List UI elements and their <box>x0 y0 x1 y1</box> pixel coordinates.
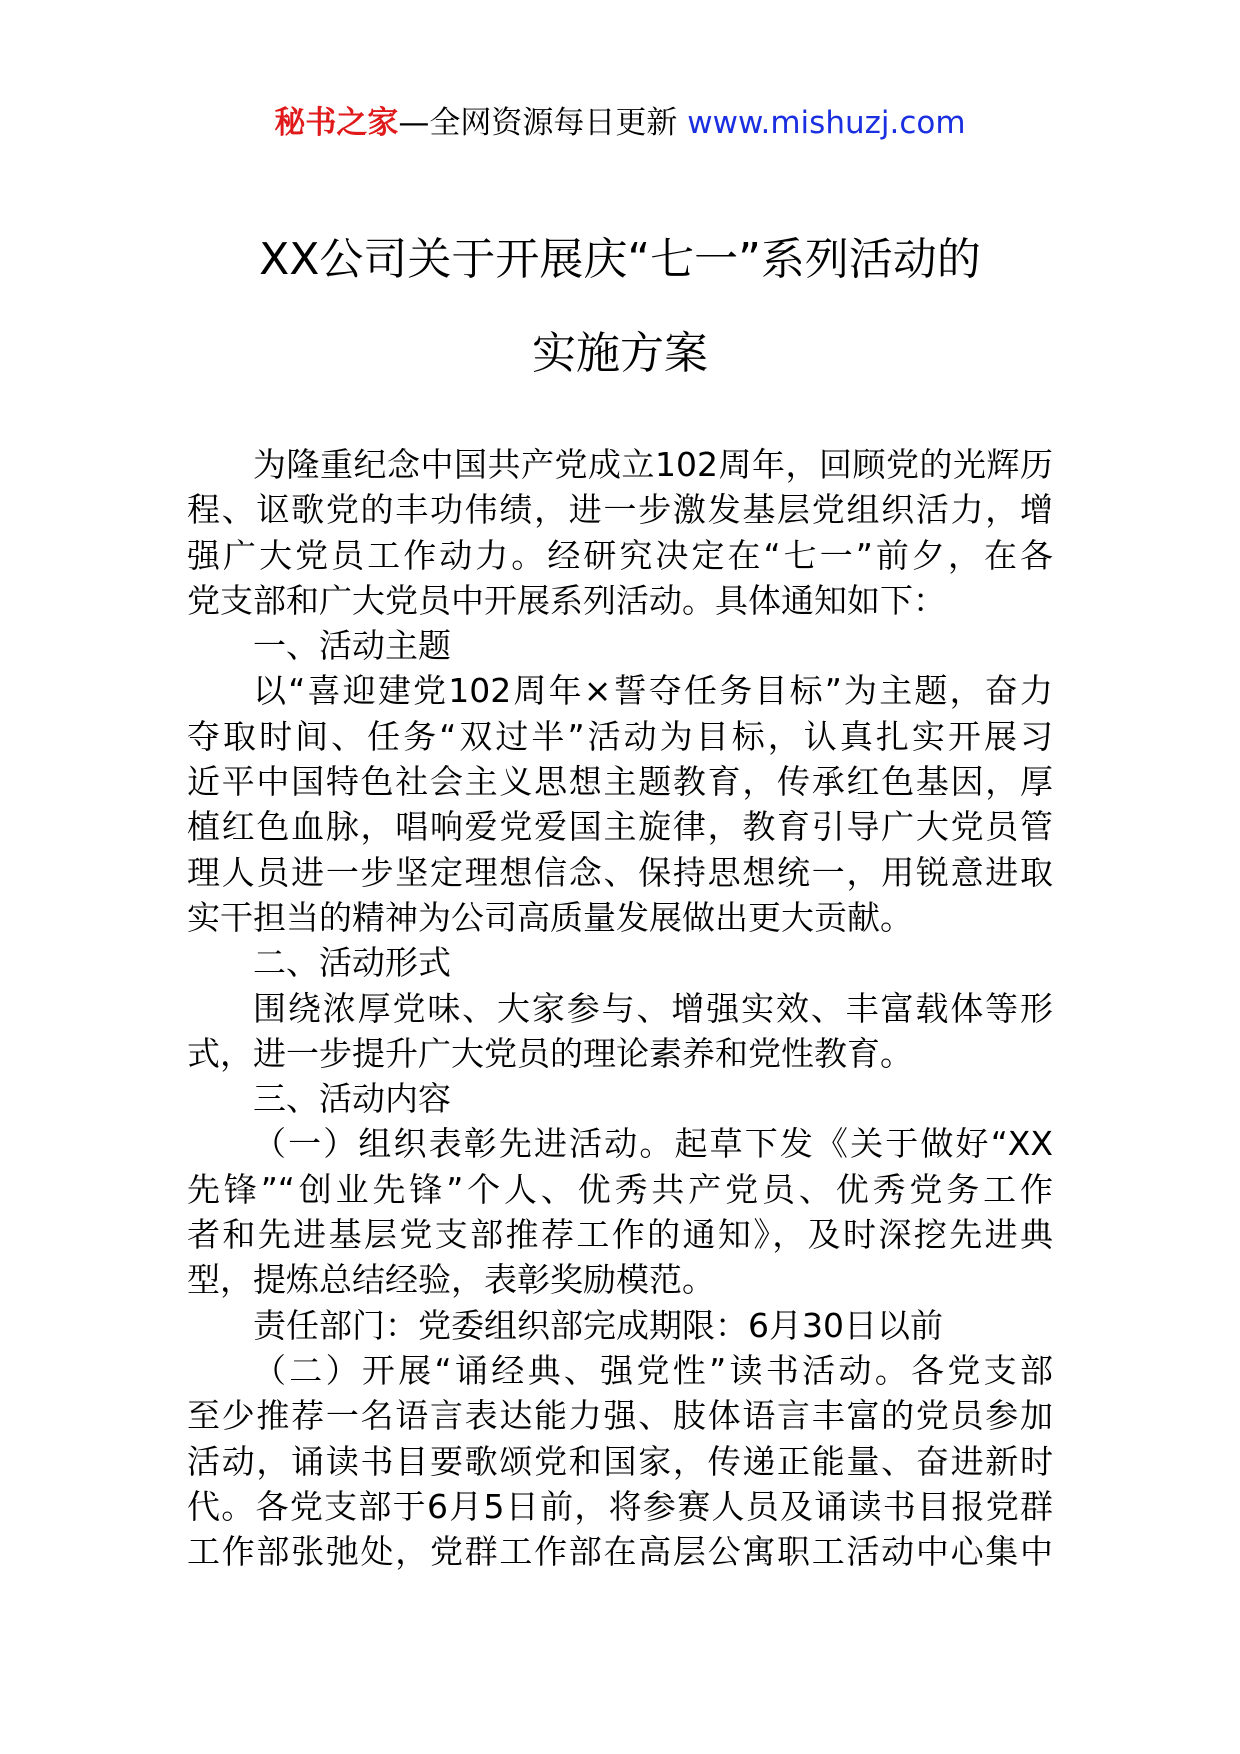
paragraph-line: 先锋”“创业先锋”个人、优秀共产党员、优秀党务工作 <box>187 1169 1053 1209</box>
paragraph-line: 党支部和广大党员中开展系列活动。具体通知如下： <box>187 580 946 620</box>
section-heading: 三、活动内容 <box>253 1079 451 1119</box>
site-header <box>0 100 1240 146</box>
paragraph-line: （一）组织表彰先进活动。起草下发《关于做好“XX <box>253 1124 1053 1164</box>
paragraph-line: 活动，诵读书目要歌颂党和国家，传递正能量、奋进新时 <box>187 1441 1053 1481</box>
paragraph-line: 理人员进一步坚定理想信念、保持思想统一，用锐意进取 <box>187 852 1053 892</box>
brand-name: 秘书之家 <box>274 105 399 141</box>
paragraph-line: 工作部张弛处，党群工作部在高层公寓职工活动中心集中 <box>187 1532 1053 1572</box>
paragraph-line: 程、讴歌党的丰功伟绩，进一步激发基层党组织活力，增 <box>187 490 1053 530</box>
site-url-link[interactable]: www.mishuzj.com <box>687 105 966 141</box>
paragraph-line: 植红色血脉，唱响爱党爱国主旋律，教育引导广大党员管 <box>187 807 1053 847</box>
section-heading: 二、活动形式 <box>253 943 451 983</box>
paragraph-line: 至少推荐一名语言表达能力强、肢体语言丰富的党员参加 <box>187 1396 1053 1436</box>
document-title-line-2: 实施方案 <box>532 328 708 379</box>
paragraph-line: 强广大党员工作动力。经研究决定在“七一”前夕，在各 <box>187 535 1053 575</box>
paragraph-line: 围绕浓厚党味、大家参与、增强实效、丰富载体等形 <box>253 988 1053 1028</box>
responsibility-line: 责任部门：党委组织部完成期限：6月30日以前 <box>253 1305 943 1345</box>
document-body <box>187 442 1053 1574</box>
paragraph-line: 以“喜迎建党102周年×誓夺任务目标”为主题，奋力 <box>253 671 1053 711</box>
header-tagline: —全网资源每日更新 <box>398 105 688 141</box>
paragraph-line: 实干担当的精神为公司高质量发展做出更大贡献。 <box>187 897 913 937</box>
paragraph-line: 型，提炼总结经验，表彰奖励模范。 <box>187 1260 715 1300</box>
document-title-line-1: XX公司关于开展庆“七一”系列活动的 <box>259 234 981 285</box>
paragraph-line: 者和先进基层党支部推荐工作的通知》，及时深挖先进典 <box>187 1215 1053 1255</box>
paragraph-line: 式，进一步提升广大党员的理论素养和党性教育。 <box>187 1033 913 1073</box>
paragraph-line: 为隆重纪念中国共产党成立102周年，回顾党的光辉历 <box>253 445 1053 484</box>
paragraph-line: （二）开展“诵经典、强党性”读书活动。各党支部 <box>253 1350 1053 1390</box>
section-heading: 一、活动主题 <box>253 626 451 666</box>
paragraph-line: 近平中国特色社会主义思想主题教育，传承红色基因，厚 <box>187 762 1053 802</box>
paragraph-line: 夺取时间、任务“双过半”活动为目标，认真扎实开展习 <box>187 716 1053 756</box>
paragraph-line: 代。各党支部于6月5日前，将参赛人员及诵读书目报党群 <box>187 1486 1053 1526</box>
